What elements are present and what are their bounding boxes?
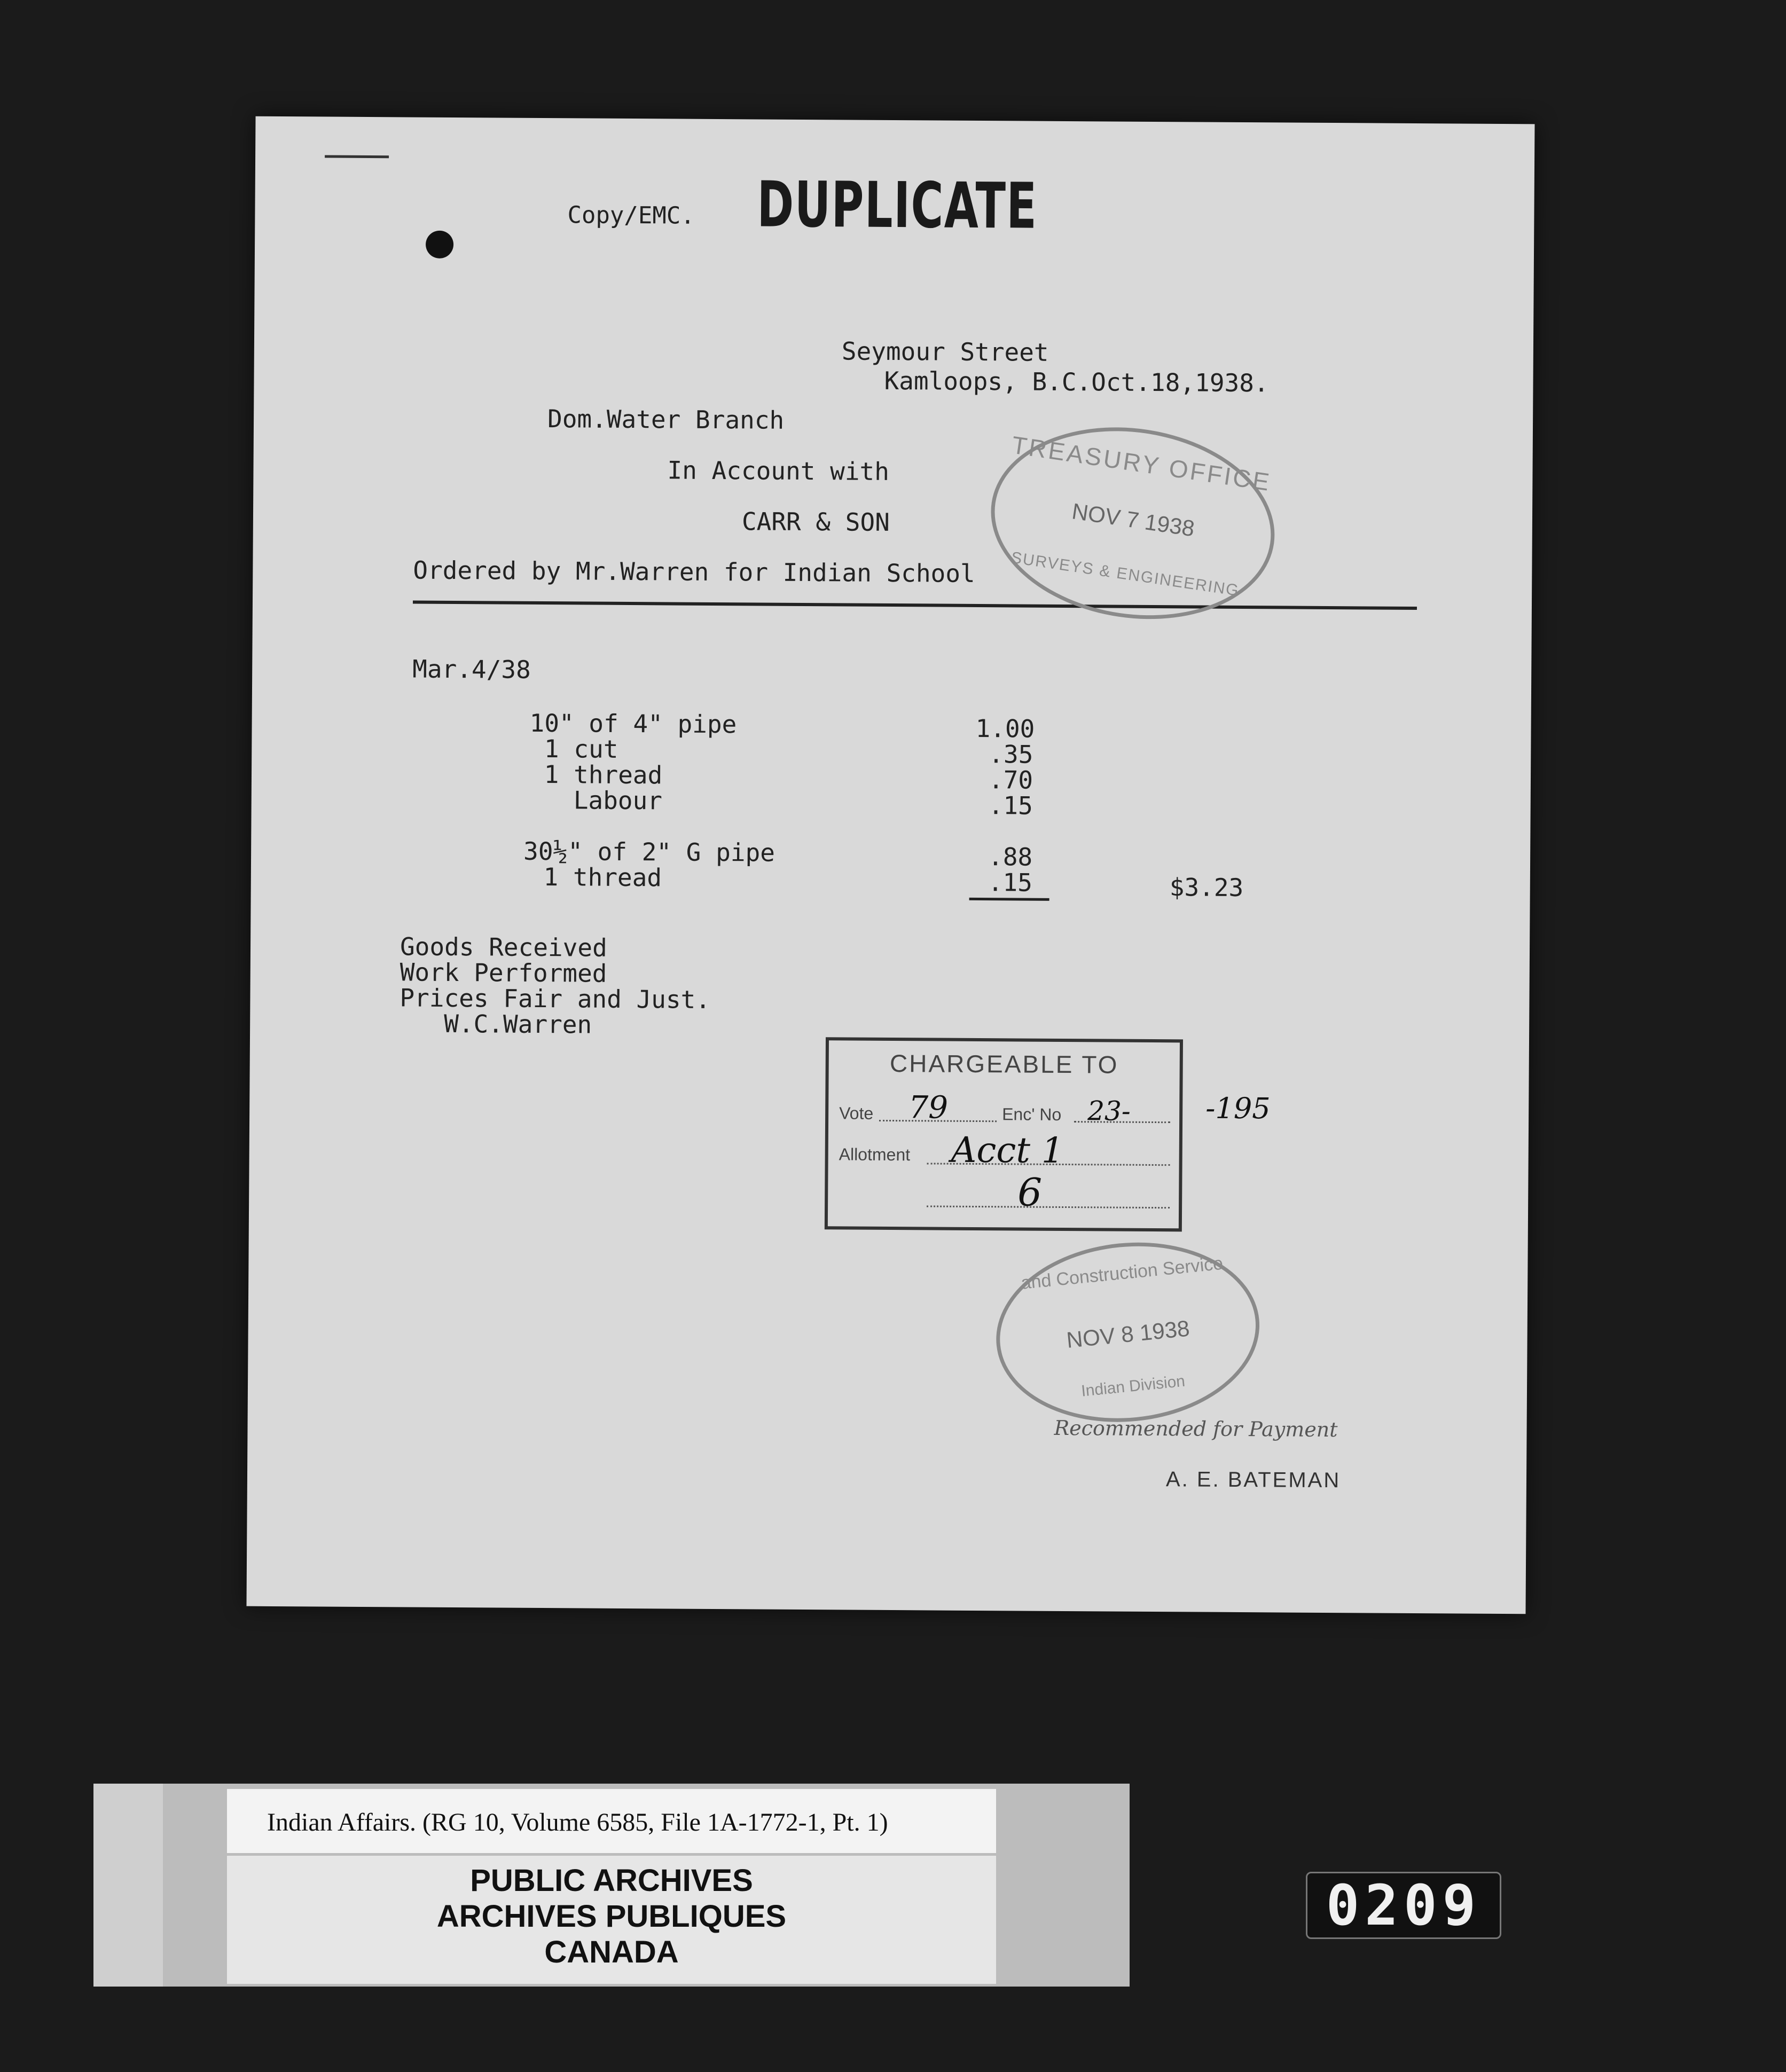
- item-amount: .88: [988, 842, 1033, 872]
- certification-line: Prices Fair and Just.: [400, 983, 711, 1014]
- archive-reference: Indian Affairs. (RG 10, Volume 6585, File 1A-1772-1, Pt. 1): [267, 1808, 888, 1836]
- construction-stamp-date: NOV 8 1938: [1065, 1315, 1191, 1353]
- certification-line: Work Performed: [400, 957, 607, 988]
- construction-stamp-arc-bottom: Indian Division: [1080, 1372, 1186, 1400]
- construction-service-stamp: [988, 1230, 1267, 1434]
- treasury-stamp-arc-bottom: SURVEYS & ENGINEERING: [1010, 548, 1241, 600]
- frame-counter: 0209: [1306, 1872, 1501, 1939]
- certification-line: Goods Received: [400, 932, 607, 962]
- item-description: Labour: [529, 785, 663, 815]
- item-description: 1 thread: [529, 759, 663, 790]
- vote-value: 79: [908, 1089, 949, 1126]
- vendor-name: CARR & SON: [741, 507, 890, 537]
- item-description: 10" of 4" pipe: [529, 708, 737, 739]
- enc-value: 23-: [1087, 1095, 1131, 1127]
- treasury-stamp-date: NOV 7 1938: [1070, 498, 1196, 541]
- archive-label-strip: [93, 1784, 1130, 1987]
- copy-note: Copy/EMC.: [567, 201, 695, 230]
- address-line-1: Seymour Street: [841, 336, 1049, 367]
- construction-stamp-arc-top: and Construction Service: [1020, 1253, 1224, 1293]
- entry-date: Mar.4/38: [412, 654, 531, 684]
- archive-reference-card: [227, 1789, 996, 1853]
- archive-name-line-2: ARCHIVES PUBLIQUES: [436, 1899, 787, 1934]
- item-amount: 1.00: [975, 713, 1035, 743]
- header-divider: [413, 601, 1417, 610]
- item-amount: .15: [988, 868, 1033, 897]
- vote-label: Vote: [839, 1103, 874, 1123]
- allotment-line-2: [927, 1205, 1170, 1208]
- recommender-name: A. E. BATEMAN: [1165, 1467, 1341, 1493]
- recommended-for-payment: Recommended for Payment: [1054, 1416, 1338, 1442]
- punch-hole: [426, 231, 453, 258]
- archive-name-card: [227, 1856, 996, 1984]
- address-line-2: Kamloops, B.C.Oct.18,1938.: [884, 366, 1269, 398]
- archive-name-line-3: CANADA: [544, 1935, 679, 1969]
- item-description: 1 cut: [529, 734, 618, 764]
- invoice-page: [247, 116, 1535, 1614]
- item-amount: .35: [989, 740, 1033, 769]
- item-amount: .15: [988, 791, 1033, 820]
- invoice-total: $3.23: [1169, 873, 1244, 902]
- archive-name-line-1: PUBLIC ARCHIVES: [470, 1863, 753, 1898]
- item-amount: .70: [988, 765, 1033, 795]
- treasury-stamp-arc-top: TREASURY OFFICE: [1010, 430, 1273, 497]
- item-description: 1 thread: [528, 862, 662, 892]
- chargeable-to-stamp: [825, 1037, 1183, 1231]
- certification-signature: W.C.Warren: [400, 1009, 592, 1039]
- ordered-by: Ordered by Mr.Warren for Indian School: [413, 555, 975, 588]
- margin-mark: [325, 155, 389, 159]
- recipient: Dom.Water Branch: [547, 404, 785, 435]
- allotment-value: Acct 1: [951, 1129, 1064, 1171]
- treasury-office-stamp: [978, 409, 1288, 638]
- total-underline: [969, 898, 1049, 901]
- enc-label: Enc' No: [1002, 1104, 1062, 1124]
- account-with: In Account with: [667, 456, 890, 486]
- chargeable-title: CHARGEABLE TO: [889, 1049, 1119, 1079]
- item-description: 30½" of 2" G pipe: [523, 836, 776, 867]
- enc-suffix: -195: [1205, 1091, 1271, 1126]
- allotment-value-2: 6: [1017, 1170, 1043, 1215]
- duplicate-heading: DUPLICATE: [757, 167, 1038, 243]
- allotment-label: Allotment: [839, 1144, 911, 1165]
- strip-edge: [93, 1784, 163, 1987]
